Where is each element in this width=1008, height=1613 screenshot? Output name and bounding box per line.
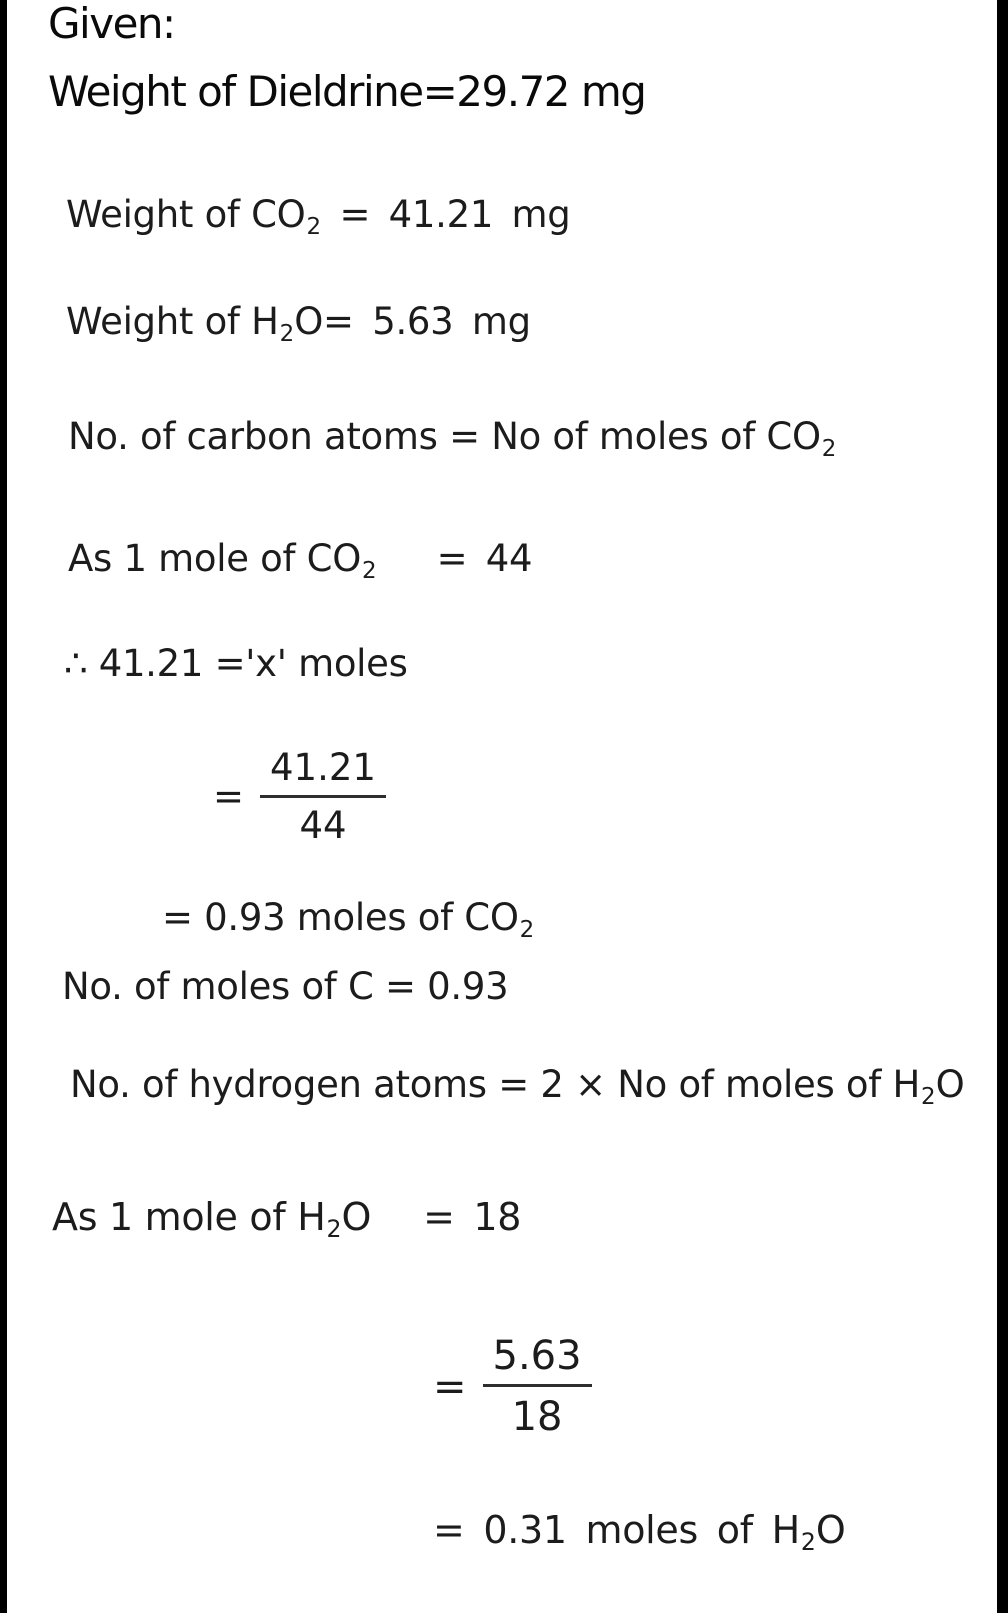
co2-moles-result-line <box>162 896 535 943</box>
subscript: 2 <box>306 213 322 240</box>
value-part: = 44 <box>436 537 533 580</box>
h2o-moles-fraction <box>433 1334 592 1439</box>
subscript: 2 <box>821 435 837 462</box>
value-part: = 41.21 mg <box>321 193 571 236</box>
co2-weight-line <box>66 193 571 240</box>
co2-molar-mass-line <box>68 537 533 584</box>
fraction-numerator: 5.63 <box>492 1333 582 1379</box>
equals-sign: = <box>433 1363 467 1410</box>
left-edge-bar <box>0 0 7 1613</box>
h2o-weight-line <box>66 300 531 347</box>
text-part: As 1 mole of H <box>52 1195 326 1239</box>
text-part: As 1 mole of CO <box>68 537 362 580</box>
h2o-moles-result-line <box>433 1508 846 1557</box>
text-part: Weight of H <box>66 300 279 343</box>
subscript: 2 <box>519 916 535 943</box>
subscript: 2 <box>362 557 377 584</box>
equals-sign: = <box>213 774 245 818</box>
subscript: 2 <box>800 1528 816 1557</box>
carbon-atoms-line <box>68 415 837 462</box>
therefore-statement: ∴ 41.21 ='x' moles <box>64 642 408 685</box>
given-heading: Given: <box>48 0 175 48</box>
therefore-line <box>64 644 408 685</box>
subscript: 2 <box>326 1215 342 1244</box>
value-part: = 0.31 moles of H <box>433 1508 800 1552</box>
text-part: No. of carbon atoms = No of moles of CO <box>68 415 821 458</box>
right-edge-bar <box>997 0 1008 1613</box>
h2o-molar-mass-line <box>52 1195 522 1244</box>
c-moles-line <box>62 967 508 1008</box>
value-part: = 5.63 mg <box>323 300 531 343</box>
fraction-denominator: 18 <box>511 1394 563 1440</box>
value-part: = 18 <box>423 1195 522 1239</box>
text-part: O <box>294 300 324 343</box>
fraction-numerator: 41.21 <box>270 746 376 789</box>
text-part: No. of moles of C = 0.93 <box>62 965 509 1008</box>
text-part: O <box>815 1508 846 1552</box>
subscript: 2 <box>279 320 295 347</box>
fraction <box>483 1334 592 1439</box>
fraction <box>260 748 386 846</box>
value-part: = 0.93 moles of CO <box>162 896 519 939</box>
text-part: No. of hydrogen atoms = 2 × No of moles of H <box>70 1063 920 1106</box>
text-part: O <box>341 1195 372 1239</box>
text-part: Weight of CO <box>66 193 306 236</box>
co2-moles-fraction <box>213 748 386 846</box>
fraction-denominator: 44 <box>299 803 347 847</box>
subscript: 2 <box>920 1083 936 1110</box>
hydrogen-atoms-line <box>70 1063 965 1110</box>
dieldrine-weight-heading: Weight of Dieldrine=29.72 mg <box>48 67 646 116</box>
text-part: O <box>935 1063 965 1106</box>
